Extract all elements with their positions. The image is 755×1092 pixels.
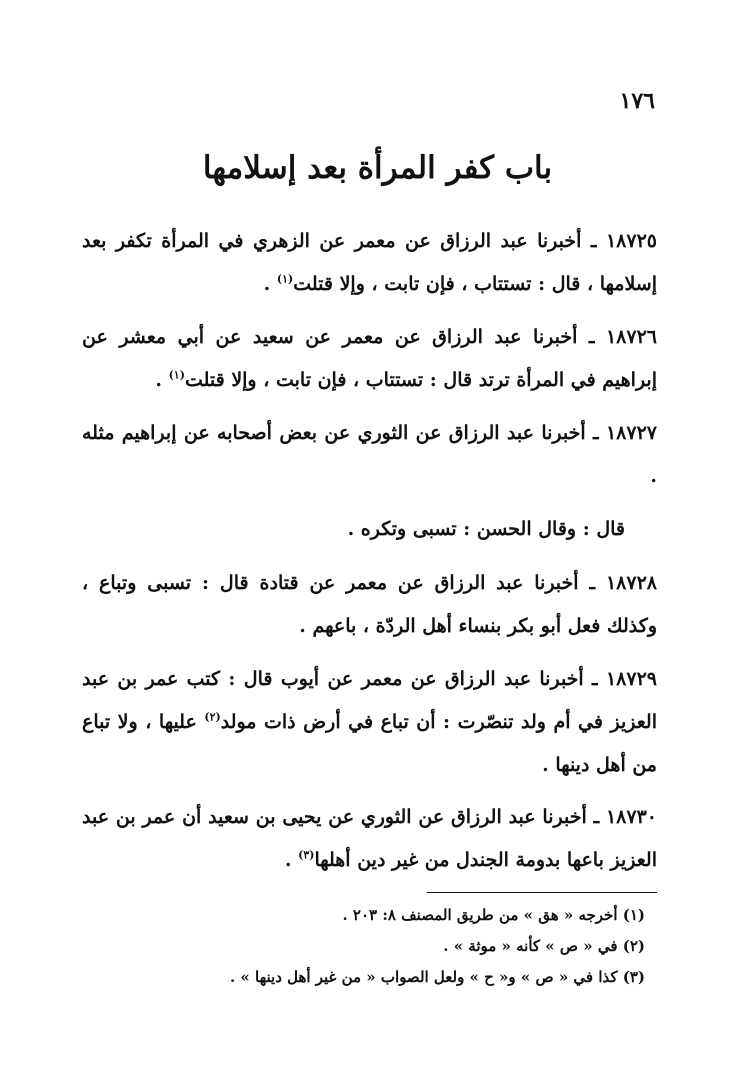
page-number: ١٧٦ [619, 88, 655, 114]
entry-tail: عليها ، ولا تباع من أهل دينها . [82, 711, 657, 776]
hadith-entry [82, 316, 657, 402]
entry-number: ١٨٧٢٧ [605, 422, 657, 444]
footnote-1: (١) أخرجه « هق » من طريق المصنف ٨: ٢٠٣ . [342, 906, 645, 924]
entry-tail: . [263, 273, 277, 295]
entry-number: ١٨٧٢٦ [605, 326, 657, 348]
hadith-entry [82, 658, 657, 787]
entry-text: ـ أخبرنا عبد الرزاق عن الثوري عن يحيى بن سعيد أن عمر بن عبد العزيز باعها بدومة الجندل من غير دين أهلها [82, 806, 657, 871]
footnote-3: (٣) كذا في « ص » و« ح » ولعل الصواب « من غير أهل دينها » . [229, 968, 645, 986]
hadith-entry [82, 562, 657, 648]
entry-text: ـ أخبرنا عبد الرزاق عن الثوري عن بعض أصحابه عن إبراهيم مثله . [82, 422, 657, 487]
footnotes [100, 900, 645, 993]
footnote-ref: (٢) [204, 710, 221, 724]
footnote-ref: (٣) [298, 848, 315, 862]
footnote-divider [427, 892, 657, 893]
entry-tail: . [284, 849, 299, 871]
entry-tail: . [155, 369, 169, 391]
entry-number: ١٨٧٢٥ [605, 230, 657, 252]
footnote-2: (٢) في « ص » كأنه « موثة » . [443, 937, 645, 955]
entry-number: ١٨٧٢٩ [605, 668, 657, 690]
footnote-ref: (١) [276, 272, 294, 286]
hadith-entry [82, 220, 657, 306]
hadith-entry [82, 796, 657, 882]
hadith-entry [82, 412, 657, 498]
footnote-ref: (١) [168, 368, 185, 382]
entry-text: ـ أخبرنا عبد الرزاق عن معمر عن الزهري في المرأة تكفر بعد إسلامها ، قال : تستتاب ، فإن تابت ، وإلا قتلت [82, 230, 657, 295]
entry-text: ـ أخبرنا عبد الرزاق عن معمر عن أيوب قال : كتب عمر بن عبد العزيز في أم ولد تنصّرت : أن تباع في أرض ذات مولد [82, 668, 657, 733]
entry-number: ١٨٧٢٨ [605, 572, 657, 594]
entry-text: ـ أخبرنا عبد الرزاق عن معمر عن قتادة قال : تسبى وتباع ، وكذلك فعل أبو بكر بنساء أهل الردّة ، باعهم . [82, 572, 657, 637]
entry-text: ـ أخبرنا عبد الرزاق عن معمر عن سعيد عن أبي معشر عن إبراهيم في المرأة ترتد قال : تستتاب ، فإن تابت ، وإلا قتلت [82, 326, 657, 391]
entry-number: ١٨٧٣٠ [605, 806, 657, 828]
chapter-title: باب كفر المرأة بعد إسلامها [202, 150, 553, 186]
said-line: قال : وقال الحسن : تسبى وتكره . [347, 518, 625, 540]
